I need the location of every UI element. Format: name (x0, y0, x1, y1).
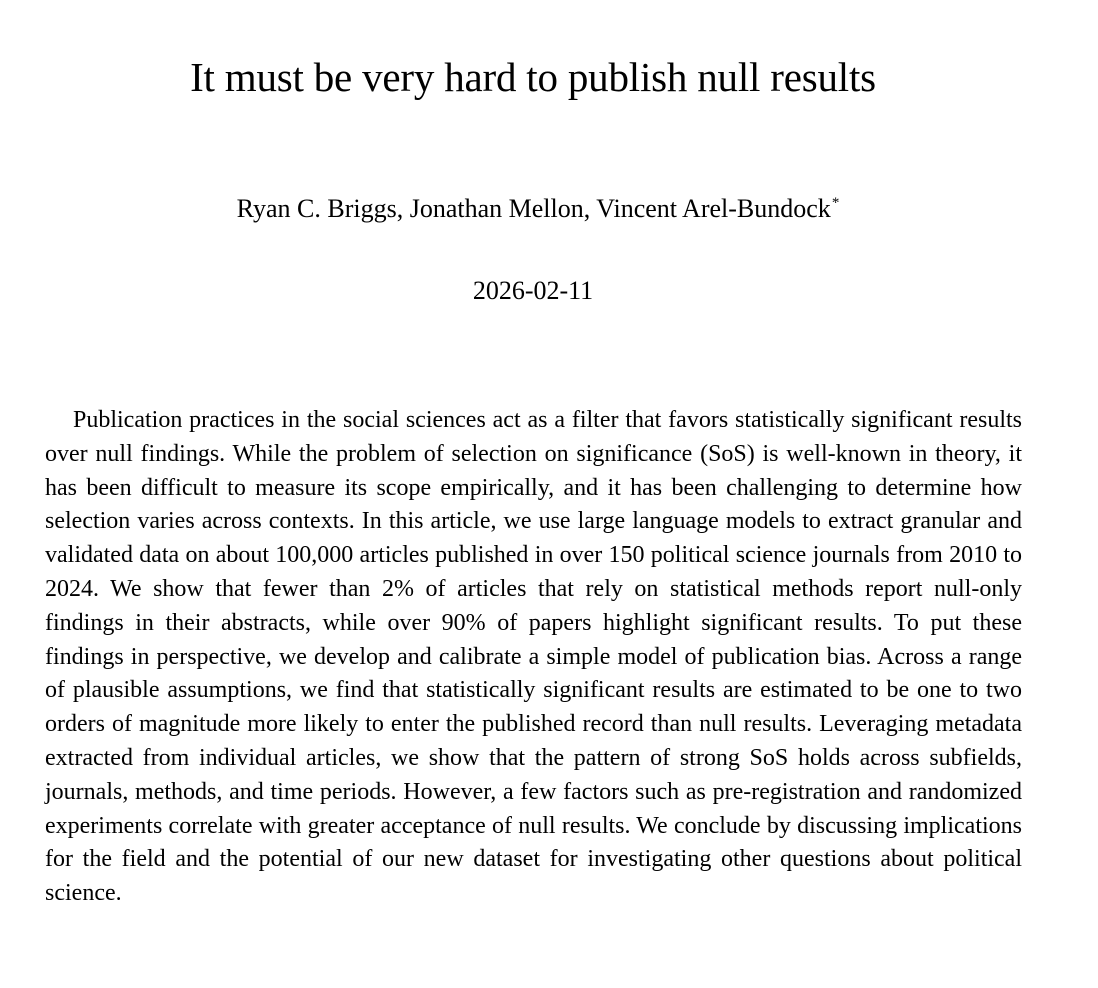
author-footnote-mark: * (831, 195, 840, 211)
author-names: Ryan C. Briggs, Jonathan Mellon, Vincent Arel-Bundock (236, 194, 831, 223)
paper-title: It must be very hard to publish null results (190, 54, 876, 100)
author-list (0, 192, 1076, 230)
publication-date: 2026-02-11 (472, 276, 594, 305)
abstract-text: Publication practices in the social sciences act as a filter that favors statistically significant results over null findings. While the problem of selection on significance (SoS) is well-known in theory, it has been difficult to measure its scope empirically, and it has been challenging to determine how selection varies across contexts. In this article, we use large language models to extract granular and validated data on about 100,000 articles published in over 150 political science journals from 2010 to 2024. We show that fewer than 2% of articles that rely on statistical methods report null-only findings in their abstracts, while over 90% of papers highlight significant results. To put these findings in perspective, we develop and calibrate a simple model of publication bias. Across a range of plausible assumptions, we find that statistically significant results are estimated to be one to two orders of magnitude more likely to enter the published record than null results. Leveraging metadata extracted from individual articles, we show that the pattern of strong SoS holds across subfields, journals, methods, and time periods. However, a few factors such as pre-registration and randomized experiments correlate with greater acceptance of null results. We conclude by discussing implications for the field and the potential of our new dataset for investigating other questions about political science. (45, 407, 1022, 907)
